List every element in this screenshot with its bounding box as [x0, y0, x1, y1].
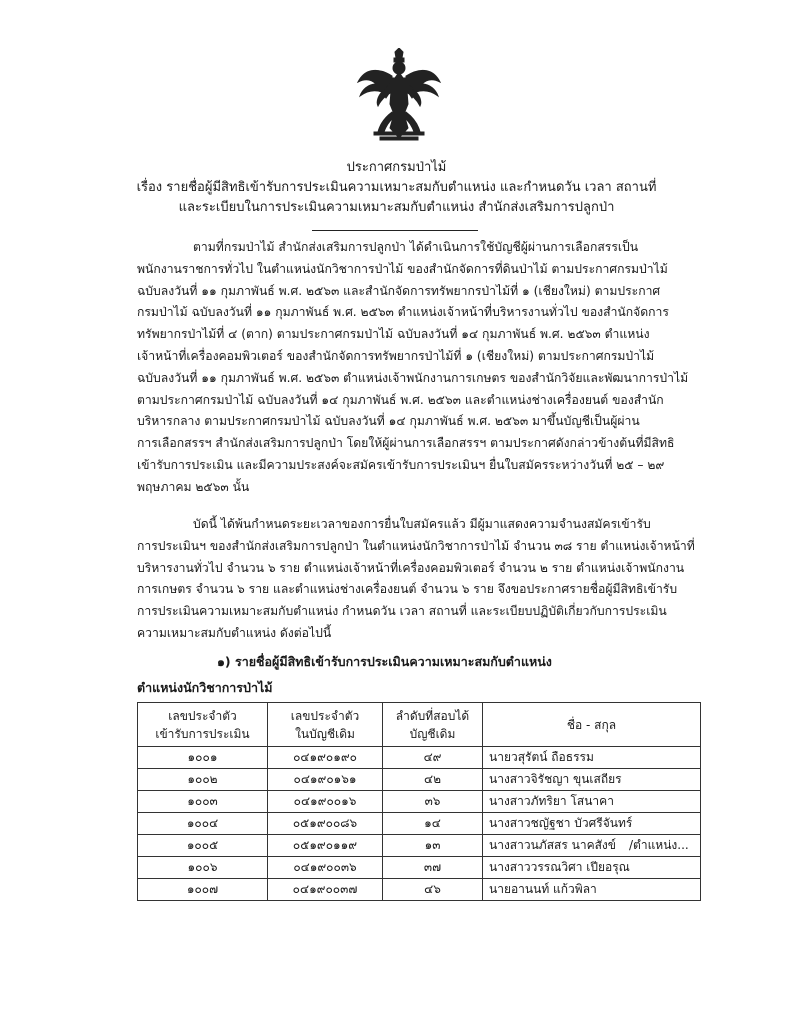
paragraph-line: เจ้าหน้าที่เครื่องคอมพิวเตอร์ ของสำนักจัดการทรัพยากรป่าไม้ที่ ๑ (เชียงใหม่) ตามประกาศกรมป่าไม้	[137, 348, 655, 363]
paragraph-line: การเกษตร จำนวน ๖ ราย และตำแหน่งช่างเครื่องยนต์ จำนวน ๖ ราย จึงขอประกาศรายชื่อผู้มีสิทธิเข้ารับ	[137, 582, 678, 597]
cell-assessment-id: ๑๐๐๖	[138, 857, 268, 879]
paragraph-line: ฉบับลงวันที่ ๑๑ กุมภาพันธ์ พ.ศ. ๒๕๖๓ ตำแหน่งเจ้าพนักงานการเกษตร ของสำนักวิจัยและพัฒนาการป่าไม้	[137, 370, 689, 385]
cell-full-name: นางสาววรรณวิศา เปียอรุณ	[483, 857, 701, 879]
header-assessment-id: เลขประจำตัว เข้ารับการประเมิน	[138, 703, 268, 747]
section-1-heading: ๑) รายชื่อผู้มีสิทธิเข้ารับการประเมินความเหมาะสมกับตำแหน่ง	[217, 654, 552, 669]
cell-original-list-id: ๐๔๑๙๐๐๓๖	[268, 857, 383, 879]
paragraph-line: การประเมินฯ ของสำนักส่งเสริมการปลูกป่า ในตำแหน่งนักวิชาการป่าไม้ จำนวน ๓๘ ราย ตำแหน่งเจ้าหน้าที่	[137, 538, 695, 553]
cell-exam-rank: ๓๖	[383, 791, 483, 813]
paragraph-line: พฤษภาคม ๒๕๖๓ นั้น	[137, 479, 250, 494]
paragraph-line: ตามที่กรมป่าไม้ สำนักส่งเสริมการปลูกป่า ได้ดำเนินการใช้บัญชีผู้ผ่านการเลือกสรรเป็น	[193, 240, 639, 254]
paragraph-line: บริหารกลาง ตามประกาศกรมป่าไม้ ฉบับลงวันที่ ๑๔ กุมภาพันธ์ พ.ศ. ๒๕๖๓ มาขึ้นบัญชีเป็นผู้ผ่าน	[137, 414, 640, 429]
cell-exam-rank: ๔๙	[383, 747, 483, 769]
table-row	[138, 857, 701, 879]
cell-original-list-id: ๐๔๑๙๐๑๖๑	[268, 769, 383, 791]
table-row	[138, 813, 701, 835]
paragraph-line: การเลือกสรรฯ สำนักส่งเสริมการปลูกป่า โดยให้ผู้ผ่านการเลือกสรรฯ ตามประกาศดังกล่าวข้างต้นที่มีสิทธิ	[137, 436, 675, 451]
paragraph-line: ฉบับลงวันที่ ๑๑ กุมภาพันธ์ พ.ศ. ๒๕๖๓ และสำนักจัดการทรัพยากรป่าไม้ที่ ๑ (เชียงใหม่) ตามประกาศ	[137, 283, 661, 298]
cell-full-name: นางสาวนภัสสร นาคสังข์	[483, 835, 701, 857]
cell-original-list-id: ๐๔๑๙๐๑๙๐	[268, 747, 383, 769]
paragraph-line: ความเหมาะสมกับตำแหน่ง ดังต่อไปนี้	[137, 625, 332, 640]
announcement-subject-line-1: เรื่อง รายชื่อผู้มีสิทธิเข้ารับการประเมินความเหมาะสมกับตำแหน่ง และกำหนดวัน เวลา สถานที่	[136, 180, 657, 195]
table-row	[138, 769, 701, 791]
body-paragraph-1	[137, 237, 697, 499]
paragraph-line: พนักงานราชการทั่วไป ในตำแหน่งนักวิชาการป่าไม้ ของสำนักจัดการที่ดินป่าไม้ ตามประกาศกรมป่าไม้	[137, 261, 668, 276]
cell-full-name: นางสาวจิรัชญา ขุนเสถียร	[483, 769, 701, 791]
garuda-emblem-icon	[356, 48, 442, 144]
announcement-subject-line-2: และระเบียบในการประเมินความเหมาะสมกับตำแหน่ง สำนักส่งเสริมการปลูกป่า	[178, 200, 615, 215]
continuation-marker: /ตำแหน่ง...	[629, 838, 689, 852]
cell-exam-rank: ๓๗	[383, 857, 483, 879]
cell-original-list-id: ๐๔๑๙๐๐๑๖	[268, 791, 383, 813]
cell-original-list-id: ๐๕๑๙๐๑๑๙	[268, 835, 383, 857]
table-row	[138, 791, 701, 813]
cell-exam-rank: ๑๓	[383, 835, 483, 857]
cell-full-name: นายวสุรัตน์ ถือธรรม	[483, 747, 701, 769]
candidate-table	[137, 702, 701, 901]
position-title: ตำแหน่งนักวิชาการป่าไม้	[137, 680, 273, 695]
cell-assessment-id: ๑๐๐๗	[138, 879, 268, 901]
cell-assessment-id: ๑๐๐๓	[138, 791, 268, 813]
paragraph-line: การประเมินความเหมาะสมกับตำแหน่ง กำหนดวัน เวลา สถานที่ และระเบียบปฏิบัติเกี่ยวกับการประเมิน	[137, 604, 667, 619]
cell-original-list-id: ๐๕๑๙๐๐๘๖	[268, 813, 383, 835]
header-divider	[312, 230, 478, 231]
header-full-name: ชื่อ - สกุล	[483, 703, 701, 747]
cell-full-name: นายอานนท์ แก้วพิลา	[483, 879, 701, 901]
cell-assessment-id: ๑๐๐๔	[138, 813, 268, 835]
table-row	[138, 835, 701, 857]
cell-exam-rank: ๔๒	[383, 769, 483, 791]
paragraph-line: บัดนี้ ได้พ้นกำหนดระยะเวลาของการยื่นใบสมัครแล้ว มีผู้มาแสดงความจำนงสมัครเข้ารับ	[193, 517, 651, 531]
header-exam-rank: ลำดับที่สอบได้ บัญชีเดิม	[383, 703, 483, 747]
cell-exam-rank: ๑๔	[383, 813, 483, 835]
header-original-list-id: เลขประจำตัว ในบัญชีเดิม	[268, 703, 383, 747]
cell-full-name: นางสาวชญัฐชา บัวศรีจันทร์	[483, 813, 701, 835]
cell-assessment-id: ๑๐๐๕	[138, 835, 268, 857]
cell-original-list-id: ๐๔๑๙๐๐๓๗	[268, 879, 383, 901]
paragraph-line: ทรัพยากรป่าไม้ที่ ๔ (ตาก) ตามประกาศกรมป่าไม้ ฉบับลงวันที่ ๑๔ กุมภาพันธ์ พ.ศ. ๒๕๖๓ ตำแหน่ง	[137, 327, 650, 342]
cell-full-name: นางสาวภัทริยา โสนาคา	[483, 791, 701, 813]
cell-assessment-id: ๑๐๐๒	[138, 769, 268, 791]
cell-assessment-id: ๑๐๐๑	[138, 747, 268, 769]
body-paragraph-2	[137, 514, 697, 645]
paragraph-line: กรมป่าไม้ ฉบับลงวันที่ ๑๑ กุมภาพันธ์ พ.ศ. ๒๕๖๓ ตำแหน่งเจ้าหน้าที่บริหารงานทั่วไป ของสำนักจัดการ	[137, 305, 669, 320]
table-row	[138, 747, 701, 769]
paragraph-line: ตามประกาศกรมป่าไม้ ฉบับลงวันที่ ๑๔ กุมภาพันธ์ พ.ศ. ๒๕๖๓ และตำแหน่งช่างเครื่องยนต์ ของสำนัก	[137, 392, 664, 407]
paragraph-line: เข้ารับการประเมิน และมีความประสงค์จะสมัครเข้ารับการประเมินฯ ยื่นใบสมัครระหว่างวันที่ ๒๕ – ๒๙	[137, 457, 665, 472]
table-row	[138, 879, 701, 901]
table-header-row	[138, 703, 701, 747]
announcement-issuer: ประกาศกรมป่าไม้	[346, 160, 447, 175]
paragraph-line: บริหารงานทั่วไป จำนวน ๖ ราย ตำแหน่งเจ้าหน้าที่เครื่องคอมพิวเตอร์ จำนวน ๒ ราย ตำแหน่งเจ้าพนักงาน	[137, 560, 685, 575]
cell-exam-rank: ๔๖	[383, 879, 483, 901]
